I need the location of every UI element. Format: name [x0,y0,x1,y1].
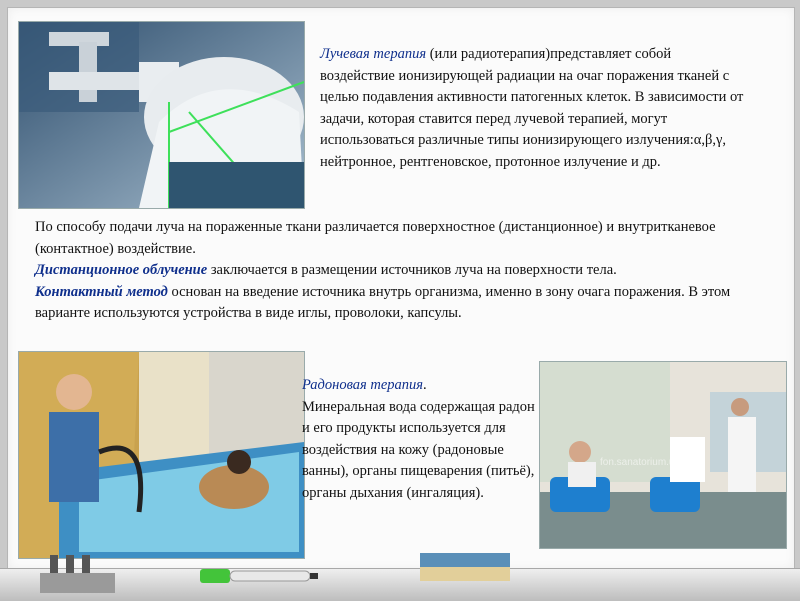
radon-title-punct: . [423,377,427,393]
remote-term: Дистанционное облучение [35,262,208,278]
radon-title: Радоновая терапия [302,377,424,393]
bath-photo-illustration [19,352,304,558]
radon-room-photo [539,361,787,549]
contact-line [35,282,757,325]
radon-paragraph [302,375,540,504]
radon-text: Минеральная вода содержащая радон и его продукты используется для воздействия на кожу (радоновые ванны), органы пищеварения (питьё), органы дыхания (ингаляция). [302,398,535,501]
remote-text: заключается в размещении источников луча на поверхности тела. [207,262,617,278]
contact-term: Контактный метод [35,283,168,300]
radiotherapy-text: (или радиотерапия)представляет собой воздействие ионизирующей радиации на очаг поражения тканей с целью подавления активности патогенных клеток. В зависимости от задачи, которая ставится перед лучевой терапией, могут использоваться различные типы ионизирующего излучения:α,β,γ, нейтронное, рентгеновское, протонное излучение и др. [320,46,744,170]
radiotherapy-photo-illustration [19,22,304,208]
contact-text: основан на введение источника внутрь организма, именно в зону очага поражения. В этом варианте используются устройства в виде иглы, проволоки, капсулы. [35,283,731,321]
radon-room-photo-illustration [540,362,786,548]
watermark-text: fon.sanatorium.ua [600,457,681,468]
eraser-icon [420,553,515,583]
bath-photo [18,351,305,559]
radiotherapy-title: Лучевая терапия [320,46,427,62]
delivery-methods-paragraph [35,217,757,325]
board-tray [0,568,800,601]
radiotherapy-paragraph [320,44,748,173]
magnet-holder-icon [40,555,130,601]
radiotherapy-photo [18,21,305,209]
marker-icon [200,567,320,587]
delivery-intro: По способу подачи луча на пораженные ткани различается поверхностное (дистанционное) и внутритканевое (контактное) воздействие. [35,219,716,257]
remote-line [35,260,757,282]
radon-title-line [302,375,540,397]
